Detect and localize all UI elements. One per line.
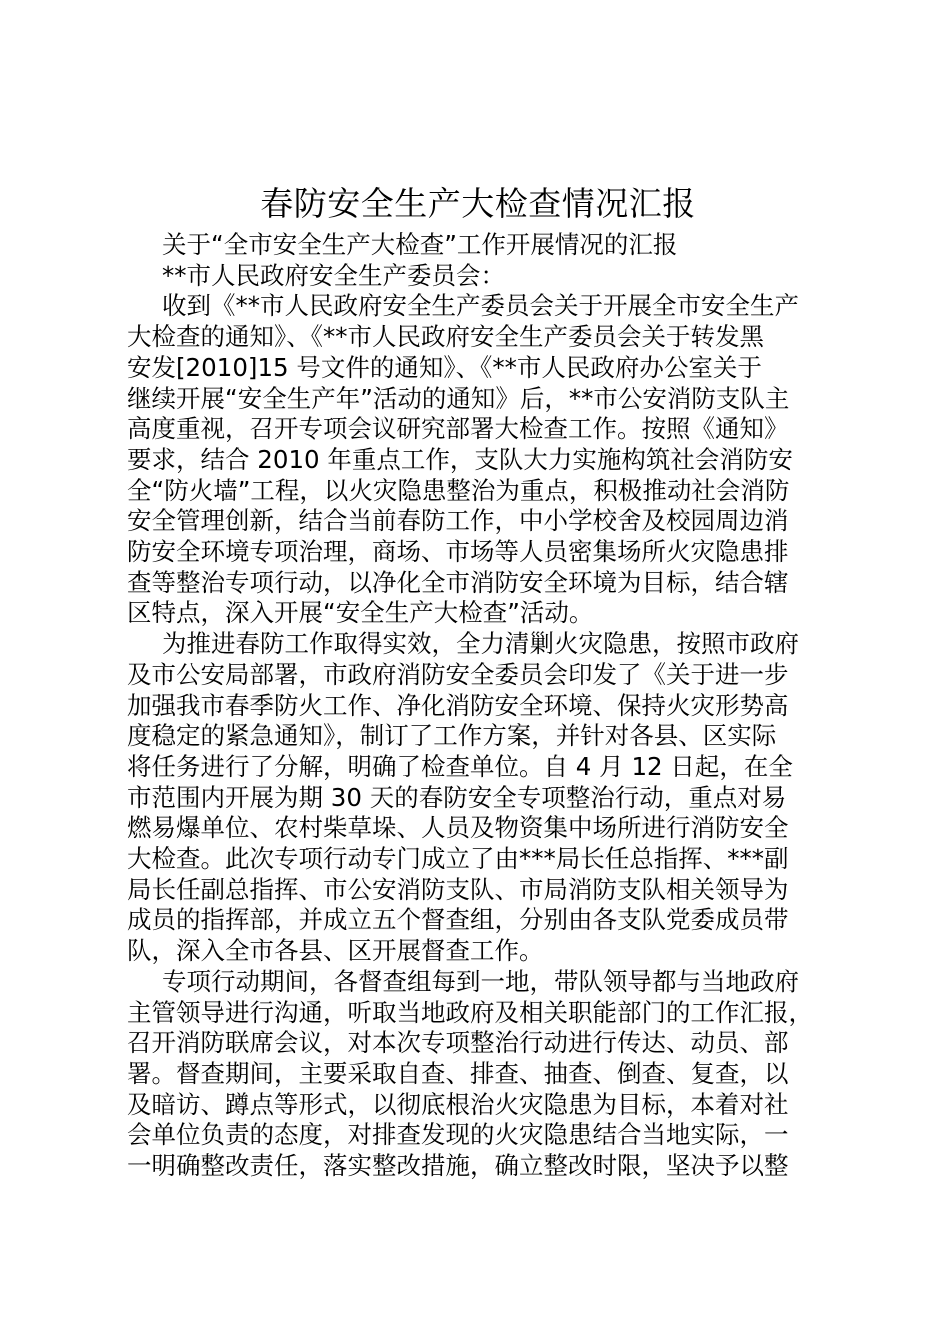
text-line: 要求，结合 2010 年重点工作，支队大力实施构筑社会消防安 <box>127 444 793 474</box>
text-line: 将任务进行了分解，明确了检查单位。自 4 月 12 日起，在全 <box>127 751 793 781</box>
text-line: 及暗访、蹲点等形式，以彻底根治火灾隐患为目标，本着对社 <box>127 1089 789 1119</box>
document-title: 春防安全生产大检查情况汇报 <box>260 184 696 223</box>
text-line: 成员的指挥部，并成立五个督查组，分别由各支队党委成员带 <box>127 905 789 935</box>
text-line: 市范围内开展为期 30 天的春防安全专项整治行动，重点对易 <box>127 782 787 812</box>
text-line: 及市公安局部署，市政府消防安全委员会印发了《关于进一步 <box>127 659 789 689</box>
document-body <box>127 230 827 1182</box>
text-line: 局长任副总指挥、市公安消防支队、市局消防支队相关领导为 <box>127 874 789 904</box>
text-line: 全“防火墙”工程，以火灾隐患整治为重点，积极推动社会消防 <box>127 475 790 505</box>
text-line: 收到《**市人民政府安全生产委员会关于开展全市安全生产 <box>162 291 799 321</box>
text-line: 防安全环境专项治理，商场、市场等人员密集场所火灾隐患排 <box>127 537 789 567</box>
text-line: 区特点，深入开展“安全生产大检查”活动。 <box>127 598 594 628</box>
text-line: 继续开展“安全生产年”活动的通知》后，**市公安消防支队主 <box>127 383 790 413</box>
text-line: 查等整治专项行动，以净化全市消防安全环境为目标，结合辖 <box>127 567 789 597</box>
text-line: 高度重视，召开专项会议研究部署大检查工作。按照《通知》 <box>127 414 789 444</box>
text-line: 加强我市春季防火工作、净化消防安全环境、保持火灾形势高 <box>127 690 789 720</box>
text-line: 大检查。此次专项行动专门成立了由***局长任总指挥、***副 <box>127 844 789 874</box>
text-line: 会单位负责的态度，对排查发现的火灾隐患结合当地实际，一 <box>127 1120 789 1150</box>
text-line: 度稳定的紧急通知》，制订了工作方案，并针对各县、区实际 <box>127 721 777 751</box>
text-line: 专项行动期间，各督查组每到一地，带队领导都与当地政府 <box>162 966 799 996</box>
text-line: 署。督查期间，主要采取自查、排查、抽查、倒查、复查，以 <box>127 1058 789 1088</box>
text-line: 安全管理创新，结合当前春防工作，中小学校舍及校园周边消 <box>127 506 789 536</box>
text-line: 召开消防联席会议，对本次专项整治行动进行传达、动员、部 <box>127 1028 789 1058</box>
text-line: 大检查的通知》、《**市人民政府安全生产委员会关于转发黑 <box>127 322 764 352</box>
text-line: **市人民政府安全生产委员会： <box>162 260 505 290</box>
text-line: 安发[2010]15 号文件的通知》、《**市人民政府办公室关于 <box>127 352 762 382</box>
document-page <box>127 182 827 1182</box>
text-line: 关于“全市安全生产大检查”工作开展情况的汇报 <box>162 230 678 259</box>
text-line: 队，深入全市各县、区开展督查工作。 <box>127 936 544 966</box>
text-line: 燃易爆单位、农村柴草垛、人员及物资集中场所进行消防安全 <box>127 813 789 843</box>
text-line: 主管领导进行沟通，听取当地政府及相关职能部门的工作汇报， <box>127 997 813 1027</box>
text-line: 一明确整改责任，落实整改措施，确立整改时限，坚决予以整 <box>127 1151 789 1181</box>
text-line: 为推进春防工作取得实效，全力清剿火灾隐患，按照市政府 <box>162 629 799 659</box>
